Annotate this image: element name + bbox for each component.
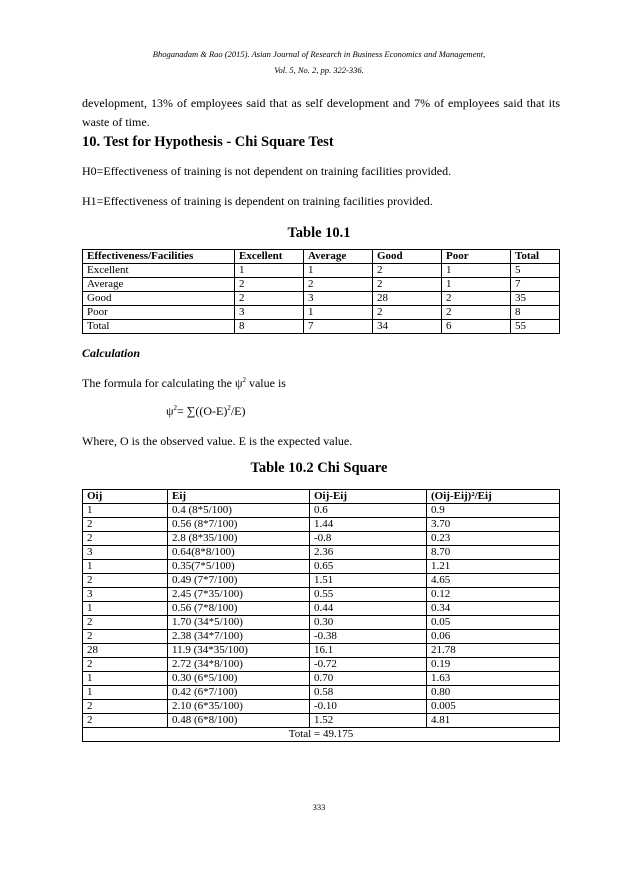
table-cell: 0.30 (310, 616, 427, 630)
table-cell: 2 (83, 574, 168, 588)
chi-square-formula (166, 404, 246, 419)
table-cell: 0.55 (310, 588, 427, 602)
table-cell: 0.56 (7*8/100) (168, 602, 310, 616)
table-cell: (Oij-Eij)²/Eij (427, 490, 560, 504)
table-cell: 6 (442, 320, 511, 334)
where-text: Where, O is the observed value. E is the expected value. (82, 434, 353, 448)
table-cell: 0.70 (310, 672, 427, 686)
table2-chi-square (82, 489, 560, 742)
table-cell: 0.4 (8*5/100) (168, 504, 310, 518)
table-cell: Good (83, 292, 235, 306)
table-cell: 8 (235, 320, 304, 334)
table-total-row (83, 728, 560, 742)
table-row (83, 714, 560, 728)
formula-psi-superscript: 2 (173, 404, 178, 412)
table-cell: Excellent (83, 264, 235, 278)
table-cell: 35 (511, 292, 560, 306)
table-cell: 1 (304, 306, 373, 320)
table-cell: 2.36 (310, 546, 427, 560)
table-cell: 0.48 (6*8/100) (168, 714, 310, 728)
table-cell: 8 (511, 306, 560, 320)
table-cell: Effectiveness/Facilities (83, 250, 235, 264)
table-cell: -0.72 (310, 658, 427, 672)
table-row (83, 504, 560, 518)
table-cell: 0.49 (7*7/100) (168, 574, 310, 588)
calculation-label: Calculation (82, 346, 141, 360)
table-cell: 3 (83, 588, 168, 602)
chi-square-total: Total = 49.175 (83, 728, 560, 742)
table-cell: 1.52 (310, 714, 427, 728)
table-cell: 0.80 (427, 686, 560, 700)
table-cell: 55 (511, 320, 560, 334)
running-header-volume: Vol. 5, No. 2, pp. 322-336. (274, 65, 364, 75)
table-cell: 1.44 (310, 518, 427, 532)
table-cell: 2 (83, 630, 168, 644)
table-cell: -0.38 (310, 630, 427, 644)
table-cell: 2 (83, 518, 168, 532)
table-cell: Eij (168, 490, 310, 504)
table-cell: 28 (83, 644, 168, 658)
table-cell: 2 (83, 658, 168, 672)
table-row (83, 644, 560, 658)
table-cell: 0.42 (6*7/100) (168, 686, 310, 700)
running-header-citation: Bhoganadam & Rao (2015). Asian Journal of Research in Business Economics and Management, (152, 49, 486, 59)
table-cell: Excellent (235, 250, 304, 264)
table-cell: 2.38 (34*7/100) (168, 630, 310, 644)
table-row (83, 602, 560, 616)
table-row (83, 278, 560, 292)
table-cell: 0.34 (427, 602, 560, 616)
table-row (83, 264, 560, 278)
table-row (83, 306, 560, 320)
table-cell: -0.10 (310, 700, 427, 714)
table-cell: 0.05 (427, 616, 560, 630)
table-cell: 1.70 (34*5/100) (168, 616, 310, 630)
table-cell: 0.06 (427, 630, 560, 644)
table2-title: Table 10.2 Chi Square (250, 460, 388, 476)
table-cell: Total (511, 250, 560, 264)
table-row (83, 658, 560, 672)
table-cell: 4.65 (427, 574, 560, 588)
table-row (83, 630, 560, 644)
table-cell: 11.9 (34*35/100) (168, 644, 310, 658)
table-cell: 0.19 (427, 658, 560, 672)
table-cell: 4.81 (427, 714, 560, 728)
formula-intro-after: value is (245, 376, 286, 390)
table-cell: 2 (83, 532, 168, 546)
table-cell: Total (83, 320, 235, 334)
table-row (83, 588, 560, 602)
table-cell: Oij-Eij (310, 490, 427, 504)
table-cell: 0.56 (8*7/100) (168, 518, 310, 532)
table-cell: 0.005 (427, 700, 560, 714)
table-cell: 1 (304, 264, 373, 278)
table-row (83, 616, 560, 630)
intro-paragraph: development, 13% of employees said that as self development and 7% of employees said that its waste of time. (82, 96, 560, 129)
table-cell: 0.23 (427, 532, 560, 546)
table-cell: 1.21 (427, 560, 560, 574)
table-cell: 2.45 (7*35/100) (168, 588, 310, 602)
page-number: 333 (312, 802, 326, 812)
table-cell: 2.10 (6*35/100) (168, 700, 310, 714)
table-cell: 7 (511, 278, 560, 292)
table-cell: 1.63 (427, 672, 560, 686)
table-cell: 0.30 (6*5/100) (168, 672, 310, 686)
table-cell: 16.1 (310, 644, 427, 658)
table-cell: 1 (442, 264, 511, 278)
table-cell: 2 (235, 292, 304, 306)
table-row (83, 672, 560, 686)
table-cell: 7 (304, 320, 373, 334)
table-cell: -0.8 (310, 532, 427, 546)
formula-square-superscript: 2 (227, 404, 231, 412)
table-row (83, 490, 560, 504)
table-cell: 2 (235, 278, 304, 292)
table-cell: Oij (83, 490, 168, 504)
table-cell: 2 (373, 306, 442, 320)
table-cell: 1.51 (310, 574, 427, 588)
formula-psi: ψ (166, 404, 174, 418)
table-cell: 2 (373, 278, 442, 292)
formula-divide: /E) (230, 404, 246, 418)
table-cell: 0.12 (427, 588, 560, 602)
table-row (83, 546, 560, 560)
table1-title: Table 10.1 (287, 225, 351, 241)
table-cell: 5 (511, 264, 560, 278)
formula-intro (82, 374, 560, 393)
table-cell: Average (304, 250, 373, 264)
table-cell: 1 (83, 504, 168, 518)
table-cell: 2 (83, 700, 168, 714)
table-cell: 21.78 (427, 644, 560, 658)
table-cell: 1 (235, 264, 304, 278)
table-cell: 1 (83, 560, 168, 574)
hypothesis-h1: H1=Effectiveness of training is dependent on training facilities provided. (82, 194, 433, 208)
table-cell: 2 (373, 264, 442, 278)
table-cell: 3.70 (427, 518, 560, 532)
formula-sum: = ∑((O-E) (177, 404, 228, 418)
table-cell: Average (83, 278, 235, 292)
table-cell: 1 (83, 686, 168, 700)
table-row (83, 518, 560, 532)
table-cell: Good (373, 250, 442, 264)
table-cell: 1 (442, 278, 511, 292)
table-cell: 1 (83, 602, 168, 616)
table-cell: 0.9 (427, 504, 560, 518)
table-cell: 0.35(7*5/100) (168, 560, 310, 574)
table1-effectiveness-facilities (82, 249, 560, 334)
table-cell: 0.58 (310, 686, 427, 700)
table-cell: 2 (83, 714, 168, 728)
psi-symbol: ψ (234, 376, 243, 390)
table-cell: 2.8 (8*35/100) (168, 532, 310, 546)
table-cell: 0.44 (310, 602, 427, 616)
table-cell: 1 (83, 672, 168, 686)
superscript-2: 2 (242, 376, 246, 384)
table-cell: 0.64(8*8/100) (168, 546, 310, 560)
table-row (83, 574, 560, 588)
table-cell: 2 (442, 292, 511, 306)
table-cell: 2 (442, 306, 511, 320)
table-cell: 3 (304, 292, 373, 306)
table-row (83, 686, 560, 700)
table-cell: Poor (83, 306, 235, 320)
table-cell: 2 (83, 616, 168, 630)
table-cell: 8.70 (427, 546, 560, 560)
table-cell: Poor (442, 250, 511, 264)
table-cell: 34 (373, 320, 442, 334)
table-row (83, 320, 560, 334)
table-row (83, 292, 560, 306)
table-cell: 3 (235, 306, 304, 320)
section-heading: 10. Test for Hypothesis - Chi Square Test (82, 134, 334, 150)
table-row (83, 532, 560, 546)
table-cell: 28 (373, 292, 442, 306)
table-row (83, 700, 560, 714)
table-cell: 2 (304, 278, 373, 292)
table-cell: 0.65 (310, 560, 427, 574)
formula-intro-before: The formula for calculating the (82, 376, 235, 390)
table-row (83, 560, 560, 574)
table-cell: 2.72 (34*8/100) (168, 658, 310, 672)
table-cell: 3 (83, 546, 168, 560)
table-row (83, 250, 560, 264)
table-cell: 0.6 (310, 504, 427, 518)
hypothesis-h0: H0=Effectiveness of training is not dependent on training facilities provided. (82, 164, 452, 178)
